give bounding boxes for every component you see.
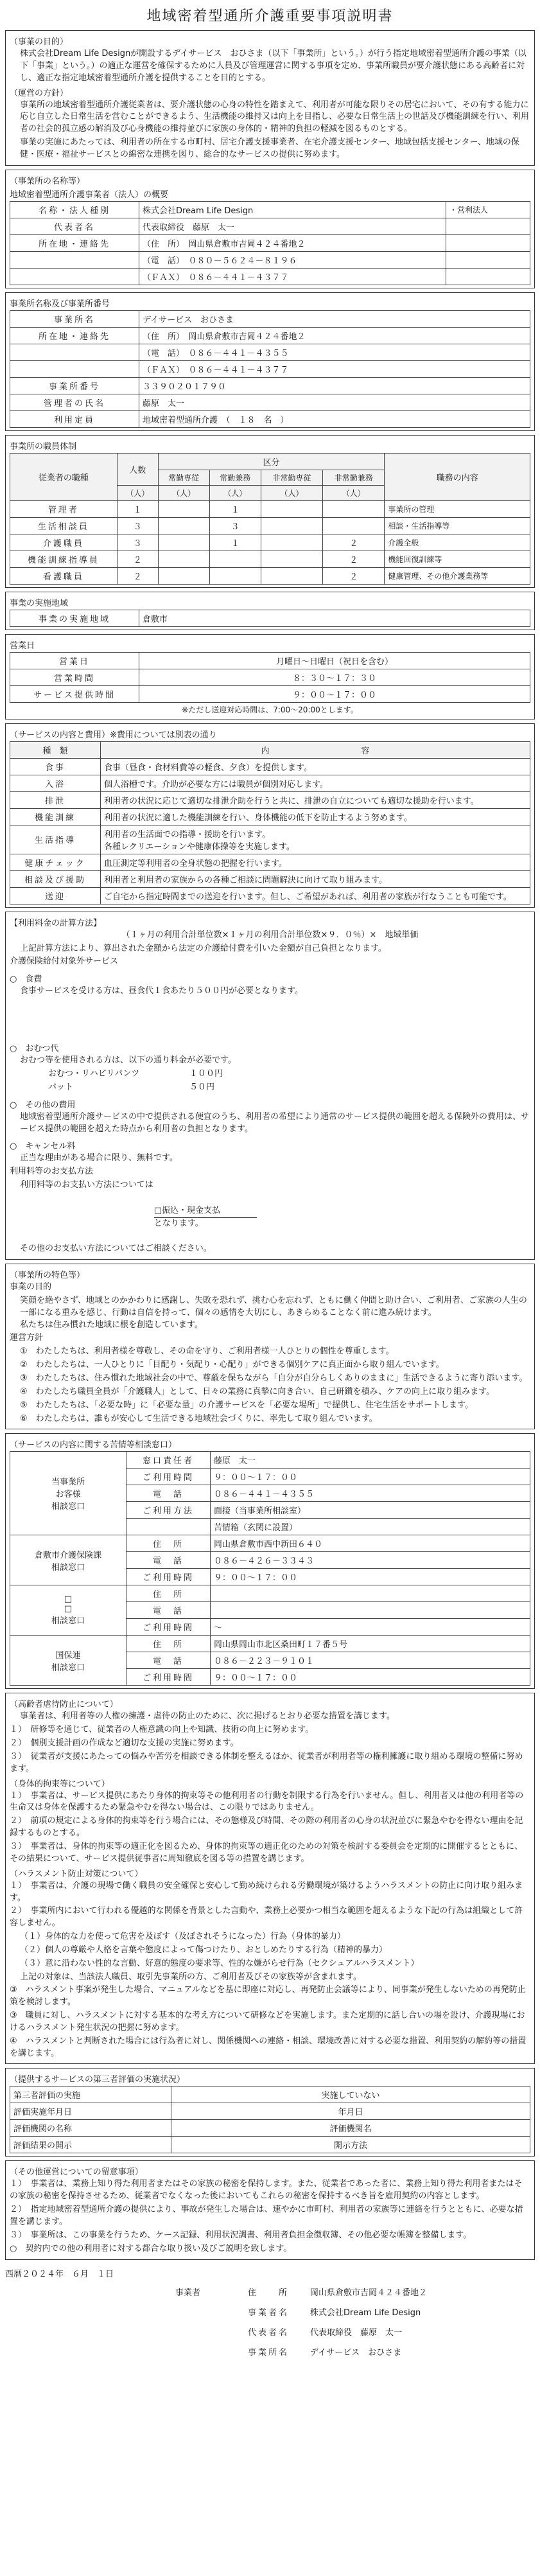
harassment-item: ③ 職員に対し、ハラスメントに対する基本的な考え方について研修などを実施します。また定期的に話し合いの場を設け、介護現場におけるハラスメント発生状況の把握に努めます。	[10, 2011, 525, 2033]
facility-row	[10, 394, 530, 410]
evaluation-section	[5, 2068, 535, 2157]
staff-count	[158, 551, 209, 567]
purpose-text: 株式会社Dream Life Designが開設するデイサービス おひさま（以下「事業所」という。）が行う指定地域密着型通所介護の事業（以下「事業」という。）の適正な運営を確保するために人員及び管理運営に関する事項を定め、事業所職員が要介護状態にある高齢者に対し、適正な指定地域密着型通所介護を提供することを目的とする。	[20, 49, 527, 83]
complaints-table	[10, 1451, 530, 1686]
facility-label: 事業所名	[10, 310, 139, 327]
confidential-heading: （その他運営についての留意事項）	[10, 2167, 143, 2178]
harassment-p2: ２） 事業所内において行われる優越的な関係を背景とした言動や、業務上必要かつ相当な範囲を超えるような下記の行為は組織として許容しません。	[10, 1906, 523, 1928]
operator-label	[10, 251, 139, 268]
facility-value: 地域密着型通所介護 （ １８ 名 ）	[139, 410, 530, 427]
operator-section	[5, 170, 535, 288]
staff-count: １	[117, 500, 158, 517]
facility-label	[10, 360, 139, 377]
purpose-section	[5, 30, 535, 166]
complaint-value: 藤原 太一	[211, 1452, 530, 1469]
fees-diaper-list	[10, 1068, 530, 1094]
staff-col-count: 人数	[117, 453, 158, 485]
service-type: 機能訓練	[10, 808, 101, 825]
service-content: 利用者と利用者の家族からの各種ご相談に問題解決に向けて取り組みます。	[101, 870, 530, 887]
complaint-label: ご利用時間	[126, 1669, 211, 1686]
area-table	[10, 610, 530, 627]
complaint-label: 電 話	[126, 1552, 211, 1569]
evaluation-label: 評価実施年月日	[10, 2103, 171, 2120]
staff-type: 看護職員	[10, 567, 118, 584]
staff-col-group: 区分	[158, 453, 385, 470]
hours-row	[10, 685, 530, 702]
staff-unit: （人）	[209, 485, 261, 500]
signature-field-value: 株式会社Dream Life Design	[310, 2308, 421, 2318]
services-table	[10, 741, 530, 904]
evaluation-table	[10, 2086, 530, 2153]
complaint-value: ９：００～１７：００	[211, 1469, 530, 1485]
harassment-item: ③ ハラスメント事案が発生した場合、マニュアルなどを基に即座に対応し、再発防止会議等により、同事業が発生しないための再発防止策を検討します。	[10, 1985, 526, 2007]
complaint-value: 面接（当事業所相談室）	[211, 1502, 530, 1519]
staff-count: ２	[117, 567, 158, 584]
evaluation-row	[10, 2137, 530, 2153]
staff-heading: 事業所の職員体制	[10, 441, 77, 452]
operator-extra: ・営利法人	[446, 201, 530, 218]
staff-section	[5, 435, 535, 588]
operator-table	[10, 201, 530, 285]
signature-label: 事業者	[175, 2288, 201, 2298]
restraint-item: １） 事業者は、サービス提供にあたり身体的拘束等その他利用者の行動を制限する行為を行いません。但し、利用者又は他の利用者等の生命又は身体を保護するため緊急やむを得ない場合は、この限りではありません。	[10, 1790, 524, 1813]
staff-count	[261, 551, 322, 567]
services-col-type: 種 類	[10, 741, 101, 758]
complaint-label: 電 話	[126, 1652, 211, 1669]
fees-meal-title: ○ 食費	[10, 975, 42, 985]
operator-extra	[446, 218, 530, 234]
signature-field-label: 事業所名	[247, 2348, 289, 2358]
staff-count: ２	[323, 567, 385, 584]
complaint-row	[10, 1535, 530, 1552]
operator-label: 所在地・連絡先	[10, 234, 139, 251]
facility-value: ３３９０２０１７９０	[139, 377, 530, 394]
complaint-label: 住 所	[126, 1636, 211, 1652]
operator-value: （ＦＡＸ） ０８６－４４１－４３７７	[139, 268, 446, 285]
fees-diaper-title: ○ おむつ代	[10, 1044, 59, 1054]
signature-field-value: 代表取締役 藤原 太一	[310, 2328, 403, 2338]
abuse-item: １） 研修等を通じて、従業者の人権意識の向上や知識、技術の向上に努めます。	[10, 1725, 314, 1735]
area-value: 倉敷市	[139, 610, 530, 626]
complaint-value: 苦情箱（玄関に設置）	[211, 1519, 530, 1535]
staff-duty: 事業所の管理	[385, 500, 530, 517]
confidential-item: ２） 指定地域密着型通所介護の提供により、事故が発生した場合は、速やかに市町村、利用者の家族等に連絡を行うとともに、必要な措置を講じます。	[10, 2205, 523, 2227]
service-content: 利用者の生活面での指導・援助を行います。 各種レクリエーションや健康体操等を実施します。	[101, 825, 530, 854]
operator-row	[10, 234, 530, 251]
features-item: ④ わたしたち職員全員が「介護職人」として、日々の業務に真摯に向き合い、自己研鑽を積み、ケアの向上に取り組みます。	[20, 1386, 495, 1397]
complaint-label: 電 話	[126, 1602, 211, 1619]
facility-row	[10, 310, 530, 327]
evaluation-value: 実施していない	[171, 2086, 530, 2103]
evaluation-label: 評価結果の開示	[10, 2137, 171, 2153]
operator-row	[10, 218, 530, 234]
services-section	[5, 723, 535, 908]
evaluation-row	[10, 2086, 530, 2103]
confidential-section	[5, 2160, 535, 2259]
fees-pay-heading: 利用料等のお支払方法	[10, 1167, 94, 1177]
hours-value: ８：３０～１７：３０	[139, 669, 530, 685]
service-content: 血圧測定等利用者の全身状態の把握を行います。	[101, 854, 530, 870]
evaluation-row	[10, 2120, 530, 2137]
hours-label: 営業時間	[10, 669, 139, 685]
abuse-heading: （高齢者虐待防止について）	[10, 1700, 118, 1710]
staff-count: ２	[323, 534, 385, 551]
operator-value: （電 話） ０８０－５６２４－８１９６	[139, 251, 446, 268]
complaint-value: ０８６－２２３－９１０１	[211, 1652, 530, 1669]
fees-cancel-text: 正当な理由がある場合に限り、無料です。	[20, 1153, 178, 1163]
complaint-label: ご利用時間	[126, 1569, 211, 1585]
signature-field-value: 岡山県倉敷市吉岡４２４番地２	[310, 2288, 428, 2298]
evaluation-value: 評価機関名	[171, 2120, 530, 2137]
features-section	[5, 1264, 535, 1429]
staff-count	[158, 500, 209, 517]
complaint-label: 窓口責任者	[126, 1452, 211, 1469]
complaint-group: 当事業所 お客様 相談窓口	[10, 1452, 126, 1535]
service-type: 相談及び援助	[10, 870, 101, 887]
harassment-items	[10, 1984, 530, 2060]
service-type: 排泄	[10, 791, 101, 808]
services-col-content: 内 容	[101, 741, 530, 758]
complaint-label: 住 所	[126, 1585, 211, 1602]
restraint-item: ２） 前項の規定による身体的拘束等を行う場合には、その態様及び時間、その際の利用者の心身の状況並びに緊急やむを得ない理由を記録するものとする。	[10, 1816, 523, 1839]
service-type: 送迎	[10, 887, 101, 904]
staff-type: 管理者	[10, 500, 118, 517]
facility-row	[10, 360, 530, 377]
facility-row	[10, 344, 530, 360]
facility-row	[10, 410, 530, 427]
service-type: 食事	[10, 758, 101, 775]
staff-count	[158, 517, 209, 534]
complaint-row	[10, 1636, 530, 1652]
purpose-heading: （事業の目的）	[10, 37, 69, 47]
staff-type: 機能訓練指導員	[10, 551, 118, 567]
facility-value: （住 所） 岡山県倉敷市吉岡４２４番地２	[139, 327, 530, 344]
signature-row	[172, 2342, 519, 2361]
complaint-value	[211, 1602, 530, 1619]
diaper-item	[48, 1068, 530, 1081]
facility-label: 事業所番号	[10, 377, 139, 394]
service-content: ご自宅から指定時間までの送迎を行います。但し、ご希望があれば、利用者の家族が行なうことも可能です。	[101, 887, 530, 904]
fees-cancel-title: ○ キャンセル料	[10, 1142, 76, 1152]
signature-spacer	[172, 2322, 230, 2342]
complaint-group: 倉敷市介護保険課 相談窓口	[10, 1535, 126, 1585]
operator-value: （住 所） 岡山県倉敷市吉岡４２４番地２	[139, 234, 446, 251]
fees-pay-suffix: となります。	[153, 1218, 204, 1228]
policy-heading: （運営の方針）	[10, 88, 69, 98]
diaper-item-price: １００円	[189, 1068, 223, 1079]
service-row	[10, 854, 530, 870]
facility-section	[5, 292, 535, 431]
operator-row	[10, 251, 530, 268]
fees-formula-note: 上記計算方法により、算出された金額から法定の介護給付費を引いた金額が自己負担となります。	[20, 943, 387, 953]
staff-count	[209, 551, 261, 567]
service-row	[10, 887, 530, 904]
operator-extra	[446, 251, 530, 268]
operator-row	[10, 201, 530, 218]
abuse-list	[10, 1724, 530, 1775]
operator-value: 株式会社Dream Life Design	[139, 201, 446, 218]
evaluation-row	[10, 2103, 530, 2120]
staff-count	[209, 567, 261, 584]
harassment-list-item: （１）身体的な力を使って危害を及ぼす（及ぼされそうになった）行為（身体的暴力）	[20, 1932, 346, 1942]
complaint-label: 電 話	[126, 1485, 211, 1502]
staff-count	[158, 567, 209, 584]
operator-value: 代表取締役 藤原 太一	[139, 218, 446, 234]
service-type: 入浴	[10, 775, 101, 791]
abuse-section	[5, 1693, 535, 2064]
hours-value: ９：００～１７：００	[139, 685, 530, 702]
confidential-item: ３） 事業所は、この事業を行うため、ケース記録、利用状況調書、利用者負担金徴収簿、その他必要な帳簿を整備します。	[10, 2230, 472, 2240]
complaint-value: 岡山県岡山市北区桑田町１７番５号	[211, 1636, 530, 1652]
hours-value: 月曜日～日曜日（祝日を含む）	[139, 652, 530, 669]
fees-other-title: ○ その他の費用	[10, 1100, 76, 1110]
hours-label: サービス提供時間	[10, 685, 139, 702]
staff-type: 生活相談員	[10, 517, 118, 534]
complaint-group: 国保連 相談窓口	[10, 1636, 126, 1686]
fees-diaper-text: おむつ等を使用される方は、以下の通り料金が必要です。	[20, 1055, 236, 1066]
harassment-p3: 上記の対象は、当該法人職員、取引先事業所の方、ご利用者及びその家族等が含まれます。	[20, 1972, 361, 1982]
staff-count	[323, 500, 385, 517]
policy-text-1: 事業所の地域密着型通所介護従業者は、要介護状態の心身の特性を踏まえて、利用者が可能な限りその居宅において、その有する能力に応じ自立した日常生活を営むことができるよう、生活機能の維持又は向上を目指し、必要な日常生活上の世話及び機能訓練を行い、利用者の社会的孤立感の解消及び心身機能の維持並びに家族の身体的・精神的負担の軽減を図るものとする。	[20, 100, 530, 134]
confidential-item: １） 事業者は、業務上知り得た利用者またはその家族の秘密を保持します。また、従業者であった者に、業務上知り得た利用者またはその家族の秘密を保持させるため、従業者でなくなった後においてもこれらの秘密を保持するべき旨を雇用契約の内容とします。	[10, 2179, 523, 2201]
facility-heading: 事業所名称及び事業所番号	[10, 299, 110, 309]
staff-unit: （人）	[117, 485, 158, 500]
service-type: 健康チェック	[10, 854, 101, 870]
hours-row	[10, 669, 530, 685]
signature-field-label: 住 所	[247, 2288, 289, 2298]
facility-row	[10, 327, 530, 344]
operator-label	[10, 268, 139, 285]
facility-label: 管理者の氏名	[10, 394, 139, 410]
fees-outside-heading: 介護保険給付対象外サービス	[10, 957, 119, 967]
complaint-value: ９：００～１７：００	[211, 1669, 530, 1686]
staff-count: １	[209, 500, 261, 517]
abuse-intro: 事業者は、利用者等の人権の擁護・虐待の防止のために、次に掲げるとおり必要な措置を講じます。	[20, 1711, 395, 1722]
staff-table	[10, 453, 530, 585]
staff-col-duty: 職務の内容	[385, 453, 530, 500]
service-row	[10, 775, 530, 791]
staff-col-full: 常勤専従	[158, 470, 209, 485]
features-sub1: 事業の目的	[10, 1282, 52, 1292]
signature-row	[172, 2282, 519, 2302]
complaint-row	[10, 1452, 530, 1469]
features-sub2: 運営方針	[10, 1333, 44, 1343]
evaluation-heading: （提供するサービスの第三者評価の実施状況）	[10, 2075, 186, 2085]
document	[5, 0, 535, 2361]
signature-spacer	[172, 2342, 230, 2361]
confidential-list	[10, 2178, 530, 2255]
staff-count	[323, 517, 385, 534]
operator-subheading: 地域密着型通所介護事業者（法人）の概要	[10, 190, 169, 200]
signature-field-label: 代表者名	[247, 2328, 289, 2338]
hours-label: 営業日	[10, 652, 139, 669]
facility-value: （電 話） ０８６－４４１－４３５５	[139, 344, 530, 360]
facility-label	[10, 344, 139, 360]
features-item: ② わたしたちは、一人ひとりに「目配り・気配り・心配り」ができる個別ケアに真正面から取り組んでいます。	[20, 1360, 444, 1370]
hours-note: ※ただし送迎対応時間は、7:00～20:00とします。	[182, 705, 358, 714]
fees-formula: （１ヶ月の利用合計単位数×１ヶ月の利用合計単位数×９．０％）× 地域単価	[121, 930, 419, 940]
harassment-list-item: （２）個人の尊厳や人格を言葉や態度によって傷つけたり、おとしめたりする行為（精神的暴力）	[20, 1945, 388, 1955]
fees-pay-method: □振込・現金支払	[154, 1205, 257, 1218]
complaints-heading: （サービスの内容に関する苦情等相談窓口）	[10, 1440, 177, 1451]
staff-count	[261, 500, 322, 517]
area-label: 事業の実施地域	[10, 610, 139, 626]
staff-row	[10, 551, 530, 567]
diaper-item-name: パット	[48, 1082, 74, 1092]
complaint-label: ご利用時間	[126, 1619, 211, 1636]
fees-section	[5, 912, 535, 1260]
diaper-item-name: おむつ・リハビリパンツ	[48, 1068, 140, 1079]
service-row	[10, 758, 530, 775]
complaint-value: 岡山県倉敷市西中新田６４０	[211, 1535, 530, 1552]
abuse-item: ２） 個別支援計画の作成など適切な支援の実施に努めます。	[10, 1738, 239, 1749]
staff-row	[10, 517, 530, 534]
hours-row	[10, 652, 530, 669]
staff-count: ２	[117, 551, 158, 567]
diaper-item	[48, 1082, 530, 1094]
features-list	[10, 1346, 530, 1425]
staff-row	[10, 567, 530, 584]
staff-count: ３	[209, 517, 261, 534]
complaint-label	[126, 1519, 211, 1535]
facility-value: デイサービス おひさま	[139, 310, 530, 327]
operator-label: 代表者名	[10, 218, 139, 234]
harassment-heading: （ハラスメント防止対策について）	[10, 1869, 143, 1879]
staff-col-type: 従業者の職種	[10, 453, 118, 500]
fees-pay-text: 利用料等のお支払い方法については	[20, 1180, 153, 1190]
restraint-item: ３） 事業者は、身体的拘束等の適正化を図るため、身体的拘束等の適正化のための対策を検討する委員会を定期的に開催するとともに、その結果について、サービス提供従事者に周知徹底を図る等の措置を講じます。	[10, 1841, 523, 1864]
features-item: ⑤ わたしたちは、「必要な時」に「必要な量」の介護サービスを「必要な場所」で提供し、住宅生活をサポートします。	[20, 1400, 474, 1410]
evaluation-label: 評価機関の名称	[10, 2120, 171, 2137]
features-heading: （事業所の特色等）	[10, 1271, 85, 1281]
facility-label: 利用定員	[10, 410, 139, 427]
staff-col-partc: 非常勤兼務	[323, 470, 385, 485]
signature-row	[172, 2302, 519, 2322]
harassment-list	[10, 1931, 530, 1970]
facility-value: （ＦＡＸ） ０８６－４４１－４３７７	[139, 360, 530, 377]
operator-extra	[446, 268, 530, 285]
abuse-item: ３） 従業者が支援にあたっての悩みや苦労を相談できる体制を整えるほか、従業者が利用者等の権利擁護に取り組める環境の整備に努めます。	[10, 1751, 523, 1774]
services-heading: （サービスの内容と費用）※費用については別表の通り	[10, 730, 217, 740]
signature-field-label: 事業者名	[247, 2308, 289, 2318]
diaper-item-price: ５０円	[189, 1082, 215, 1092]
staff-count	[261, 567, 322, 584]
restraint-list	[10, 1790, 530, 1866]
harassment-list-item: （３）意に沿わない性的な言動、好意的態度の要求等、性的な嫌がらせ行為（セクシュアルハラスメント）	[20, 1958, 419, 1968]
features-item: ⑥ わたしたちは、誰もが安心して生活できる地域社会づくりに、率先して取り組んでいます。	[20, 1413, 378, 1424]
complaint-value: ０８６－４２６－３３４３	[211, 1552, 530, 1569]
staff-col-fullc: 常勤兼務	[209, 470, 261, 485]
service-content: 利用者の状況に応じて適切な排泄介助を行うと共に、排泄の自立についても適切な援助を行います。	[101, 791, 530, 808]
signature-row	[172, 2322, 519, 2342]
staff-count: １	[209, 534, 261, 551]
staff-count	[261, 517, 322, 534]
facility-table	[10, 310, 530, 428]
staff-unit: （人）	[323, 485, 385, 500]
complaints-section	[5, 1433, 535, 1689]
staff-count	[158, 534, 209, 551]
complaint-label: ご利用方法	[126, 1502, 211, 1519]
staff-row	[10, 500, 530, 517]
complaint-row	[10, 1585, 530, 1602]
evaluation-value: 開示方法	[171, 2137, 530, 2153]
evaluation-label: 第三者評価の実施	[10, 2086, 171, 2103]
evaluation-value: 年月日	[171, 2103, 530, 2120]
complaint-group: □ □ 相談窓口	[10, 1585, 126, 1636]
service-content: 食事（昼食・食材料費等の軽食、夕食）を提供します。	[101, 758, 530, 775]
staff-unit: （人）	[261, 485, 322, 500]
staff-count: ２	[323, 551, 385, 567]
service-row	[10, 808, 530, 825]
complaint-value: ９：００～１７：００	[211, 1569, 530, 1585]
service-type: 生活指導	[10, 825, 101, 854]
fees-pay-note: その他のお支払い方法についてはご相談ください。	[20, 1244, 212, 1254]
staff-duty: 相談・生活指導等	[385, 517, 530, 534]
staff-duty: 介護全般	[385, 534, 530, 551]
signature-table	[172, 2282, 519, 2361]
document-date: 西暦２０２４年 ６月 １日	[5, 2269, 114, 2279]
service-row	[10, 870, 530, 887]
operator-heading: （事業所の名称等）	[10, 176, 85, 186]
staff-col-part: 非常勤専従	[261, 470, 322, 485]
harassment-item: ④ ハラスメントと判断された場合には行為者に対し、関係機関への連絡・相談、環境改善に対する必要な措置、利用契約の解約等の措置を講じます。	[10, 2036, 527, 2058]
harassment-p1: １） 事業者は、介護の現場で働く職員の安全確保と安心して勤め続けられる労働環境が築けるようハラスメントの防止に向け取り組みます。	[10, 1880, 523, 1903]
complaint-label: 住 所	[126, 1535, 211, 1552]
hours-section	[5, 634, 535, 719]
document-title: 地域密着型通所介護重要事項説明書	[146, 8, 394, 24]
fees-heading: 【利用料金の計算方法】	[10, 918, 102, 928]
restraint-heading: （身体的拘束等について）	[10, 1779, 110, 1789]
features-text1: 笑顔を絶やさず、地域とのかかわりに感謝し、失敗を恐れず、挑む心を忘れず、ともに働く仲間と助け合い、ご利用者、ご家族の人生の一部になる重みを感じ、行動は自信を持って、個々の感情を大切にし、あきらめることなく前に進み続けます。 私たちは住み慣れた地域に根を創造しています。	[20, 1295, 527, 1330]
staff-duty: 機能回復訓練等	[385, 551, 530, 567]
hours-heading: 営業日	[10, 640, 35, 651]
staff-duty: 健康管理、その他介護業務等	[385, 567, 530, 584]
complaint-value	[211, 1585, 530, 1602]
operator-extra	[446, 234, 530, 251]
features-item: ① わたしたちは、利用者様を尊敬し、その命を守り、ご利用者様一人ひとりの個性を尊重します。	[20, 1346, 394, 1357]
complaint-value: ～	[211, 1619, 530, 1636]
staff-type: 介護職員	[10, 534, 118, 551]
operator-row	[10, 268, 530, 285]
confidential-item: ○ 契約内での他の利用者に対する都合な取り扱い及びご説明を致します。	[10, 2243, 292, 2254]
hours-table	[10, 652, 530, 703]
facility-row	[10, 377, 530, 394]
service-row	[10, 791, 530, 808]
staff-count: ３	[117, 534, 158, 551]
signature-spacer	[172, 2302, 230, 2322]
complaint-label: ご利用時間	[126, 1469, 211, 1485]
features-item: ③ わたしたちは、住み慣れた地域社会の中で、尊厳を保ちながら「自分が自分らしくありのままに」生活できるように寄り添います。	[20, 1373, 528, 1383]
staff-unit: （人）	[158, 485, 209, 500]
facility-value: 藤原 太一	[139, 394, 530, 410]
service-content: 個人浴槽です。介助が必要な方には職員が個別対応します。	[101, 775, 530, 791]
complaint-value: ０８６－４４１－４３５５	[211, 1485, 530, 1502]
service-row	[10, 825, 530, 854]
staff-count	[261, 534, 322, 551]
fees-meal-text: 食事サービスを受ける方は、昼食代１食あたり５００円が必要となります。	[20, 986, 303, 996]
signature-field-value: デイサービス おひさま	[310, 2348, 402, 2358]
facility-label: 所在地・連絡先	[10, 327, 139, 344]
policy-text-2: 事業の実施にあたっては、利用者の所在する市町村、居宅介護支援事業者、在宅介護支援センター、地域包括支援センター、地域の保健・医療・福祉サービスとの綿密な連携を図り、総合的なサービスの提供に努めます。	[20, 137, 519, 159]
operator-label: 名称・法人種別	[10, 201, 139, 218]
area-section	[5, 592, 535, 630]
fees-other-text: 地域密着型通所介護サービスの中で提供される便宜のうち、利用者の希望により通常のサービス提供の範囲を超える保険外の費用は、サービス提供の範囲を超えた時点から利用者の負担となります。	[20, 1111, 530, 1134]
area-heading: 事業の実施地域	[10, 598, 69, 608]
staff-row	[10, 534, 530, 551]
staff-count: ３	[117, 517, 158, 534]
service-content: 利用者の状況に適した機能訓練を行い、身体機能の低下を防止するよう努めます。	[101, 808, 530, 825]
